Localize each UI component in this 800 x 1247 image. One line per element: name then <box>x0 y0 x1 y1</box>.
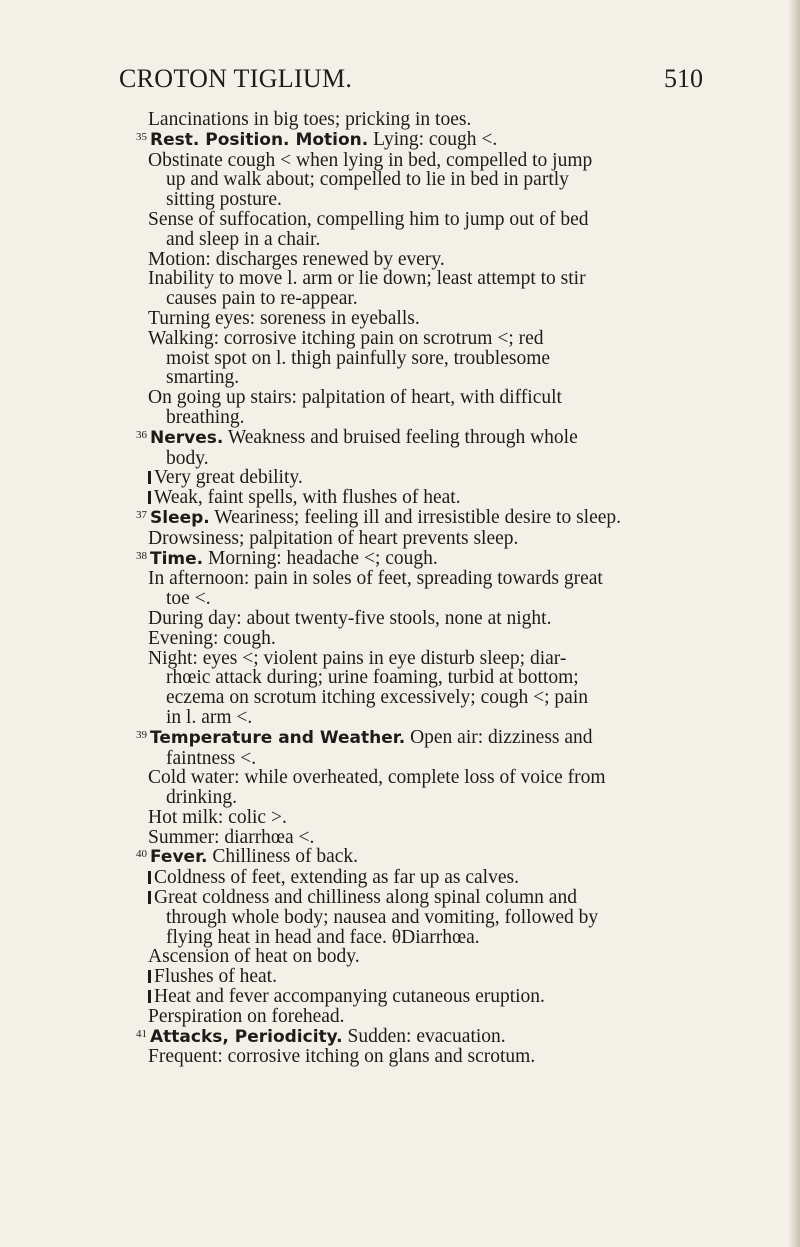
line-text: Drowsiness; palpitation of heart prevents sleep. <box>148 527 519 549</box>
line-number: 38 <box>136 549 147 562</box>
text-line <box>148 309 716 329</box>
line-text: Open air: dizziness and <box>405 726 593 748</box>
text-line <box>148 908 716 928</box>
line-text: sitting posture. <box>166 189 282 211</box>
line-text: On going up stairs: palpitation of heart, with difficult <box>148 387 562 409</box>
section-heading-line <box>136 426 716 449</box>
line-text: in l. arm <. <box>166 706 253 728</box>
section-heading: Time. <box>150 548 204 569</box>
line-text: Hot milk: colic >. <box>148 806 287 828</box>
text-line <box>148 488 716 508</box>
line-text: During day: about twenty-five stools, none at night. <box>148 607 552 629</box>
section-heading: Sleep. <box>150 507 210 528</box>
line-text: Weakness and bruised feeling through whole <box>223 426 578 448</box>
line-text: Turning eyes: soreness in eyeballs. <box>148 307 420 329</box>
text-line <box>148 788 716 808</box>
line-text: Weariness; feeling ill and irresistible desire to sleep. <box>209 506 622 528</box>
text-line <box>148 449 716 469</box>
line-text: In afternoon: pain in soles of feet, spreading towards great <box>148 568 603 590</box>
text-line <box>148 408 716 428</box>
text-line <box>148 250 716 270</box>
line-text: faintness <. <box>166 747 257 769</box>
text-line <box>148 388 716 408</box>
page-body <box>136 109 716 1068</box>
emphasis-bar-icon <box>148 990 151 1003</box>
emphasis-bar-icon <box>148 891 151 904</box>
text-line <box>148 749 716 769</box>
line-text: Summer: diarrhœa <. <box>148 826 315 848</box>
line-text: Flushes of heat. <box>154 966 277 988</box>
section-heading: Attacks, Periodicity. <box>150 1026 343 1047</box>
text-line <box>148 529 716 549</box>
text-line <box>148 1007 716 1027</box>
text-line <box>148 1047 716 1067</box>
line-number: 37 <box>136 508 147 521</box>
text-line <box>148 649 716 669</box>
text-line <box>148 808 716 828</box>
line-text: moist spot on l. thigh painfully sore, troublesome <box>166 347 551 369</box>
line-text: through whole body; nausea and vomiting, followed by <box>166 906 599 928</box>
text-line <box>148 609 716 629</box>
line-text: Chilliness of back. <box>207 846 359 868</box>
line-text: flying heat in head and face. θDiarrhœa. <box>166 926 480 948</box>
text-line <box>148 329 716 349</box>
line-text: Cold water: while overheated, complete loss of voice from <box>148 767 606 789</box>
section-heading-line <box>136 1025 716 1048</box>
text-line <box>148 368 716 388</box>
text-line <box>148 947 716 967</box>
emphasis-bar-icon <box>148 471 151 484</box>
text-line <box>148 269 716 289</box>
line-text: Sense of suffocation, compelling him to jump out of bed <box>148 208 589 230</box>
line-text: Inability to move l. arm or lie down; least attempt to stir <box>148 268 586 290</box>
emphasis-bar-icon <box>148 491 151 504</box>
text-line <box>148 888 716 908</box>
text-line <box>148 708 716 728</box>
line-number: 40 <box>136 848 147 861</box>
text-line <box>148 768 716 788</box>
line-text: Obstinate cough < when lying in bed, compelled to jump <box>148 149 593 171</box>
line-text: breathing. <box>166 406 245 428</box>
line-text: Lancinations in big toes; pricking in toes. <box>148 109 472 130</box>
line-text: Very great debility. <box>154 467 303 489</box>
text-line <box>148 230 716 250</box>
text-line <box>148 468 716 488</box>
section-heading: Temperature and Weather. <box>150 727 406 748</box>
text-line <box>148 688 716 708</box>
text-line <box>148 210 716 230</box>
line-text: eczema on scrotum itching excessively; cough <; pain <box>166 687 588 709</box>
emphasis-bar-icon <box>148 970 151 983</box>
line-text: smarting. <box>166 367 240 389</box>
section-heading-line <box>136 506 716 529</box>
text-line <box>148 151 716 171</box>
page-edge-shadow <box>788 0 800 1247</box>
line-text: Walking: corrosive itching pain on scrotrum <; red <box>148 327 544 349</box>
line-text: rhœic attack during; urine foaming, turbid at bottom; <box>166 667 579 689</box>
line-text: Night: eyes <; violent pains in eye disturb sleep; diar- <box>148 647 567 669</box>
line-text: up and walk about; compelled to lie in bed in partly <box>166 169 569 191</box>
line-text: Weak, faint spells, with flushes of heat. <box>154 487 461 509</box>
section-heading: Rest. Position. Motion. <box>150 129 369 150</box>
text-line <box>148 589 716 609</box>
line-text: drinking. <box>166 787 237 809</box>
text-line <box>148 170 716 190</box>
line-text: Perspiration on forehead. <box>148 1005 345 1027</box>
text-line <box>148 629 716 649</box>
line-text: Heat and fever accompanying cutaneous eruption. <box>154 986 545 1008</box>
text-line <box>148 190 716 210</box>
line-text: and sleep in a chair. <box>166 228 321 250</box>
line-text: Great coldness and chilliness along spinal column and <box>154 887 577 909</box>
text-line <box>148 868 716 888</box>
text-line <box>148 110 716 130</box>
text-line <box>148 987 716 1007</box>
line-number: 39 <box>136 728 147 741</box>
page-number: 510 <box>664 64 703 93</box>
line-text: Motion: discharges renewed by every. <box>148 248 445 270</box>
header-title: CROTON TIGLIUM. <box>119 64 353 93</box>
line-text: body. <box>166 447 209 469</box>
running-header <box>119 64 703 104</box>
section-heading-line <box>136 846 716 868</box>
line-text: Frequent: corrosive itching on glans and scrotum. <box>148 1046 536 1068</box>
text-line <box>148 928 716 948</box>
line-text: Ascension of heat on body. <box>148 946 360 968</box>
line-text: Lying: cough <. <box>368 128 498 150</box>
text-line <box>148 668 716 688</box>
line-text: Morning: headache <; cough. <box>203 547 438 569</box>
section-heading: Nerves. <box>150 427 224 448</box>
line-text: causes pain to re-appear. <box>166 288 358 310</box>
text-line <box>148 349 716 369</box>
line-text: Sudden: evacuation. <box>342 1025 506 1047</box>
text-line <box>148 967 716 987</box>
emphasis-bar-icon <box>148 871 151 884</box>
line-text: Coldness of feet, extending as far up as calves. <box>154 867 519 889</box>
section-heading-line <box>136 726 716 749</box>
line-number: 41 <box>136 1027 147 1040</box>
line-text: toe <. <box>166 588 211 610</box>
section-heading: Fever. <box>150 847 208 868</box>
text-line <box>148 828 716 848</box>
line-text: Evening: cough. <box>148 627 276 649</box>
line-number: 36 <box>136 428 147 441</box>
text-line <box>148 569 716 589</box>
text-line <box>148 289 716 309</box>
section-heading-line <box>136 547 716 570</box>
line-number: 35 <box>136 130 147 143</box>
section-heading-line <box>136 128 716 151</box>
